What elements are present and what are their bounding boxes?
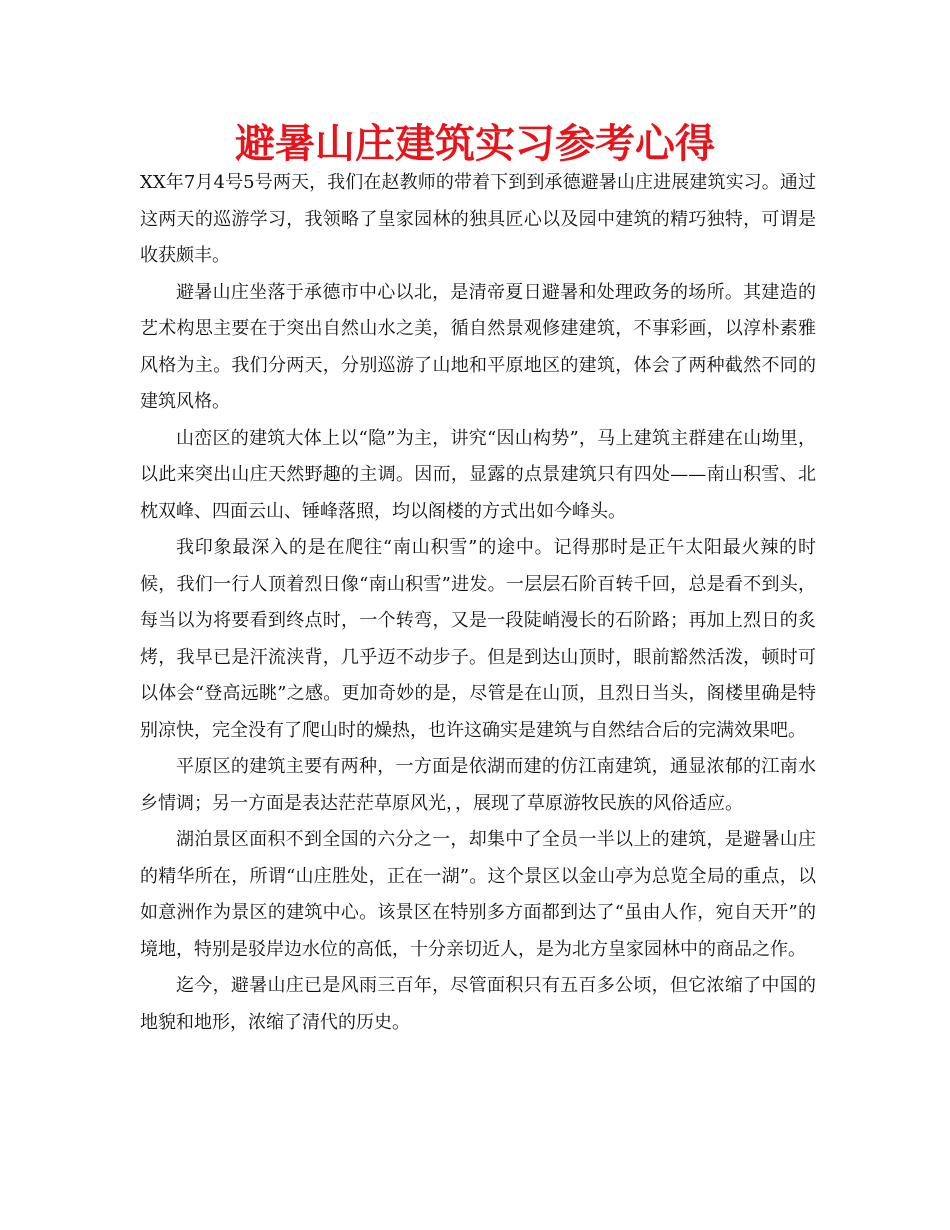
paragraph-5: 平原区的建筑主要有两种，一方面是依湖而建的仿江南建筑，通显浓郁的江南水乡情调；另一方面是表达茫茫草原风光，，展现了草原游牧民族的风俗适应。 [140,756,816,814]
page-title: 避暑山庄建筑实习参考心得 [235,121,715,167]
paragraph-3: 山峦区的建筑大体上以“隐”为主，讲究“因山构势”，马上建筑主群建在山坳里，以此来突出山庄天然野趣的主调。因而，显露的点景建筑只有四处——南山积雪、北枕双峰、四面云山、锤峰落照，均以阁楼的方式出如今峰头。 [140,427,816,522]
paragraph-4: 我印象最深入的是在爬往“南山积雪”的途中。记得那时是正午太阳最火辣的时候，我们一行人顶着烈日像“南山积雪”进发。一层层石阶百转千回，总是看不到头，每当以为将要看到终点时，一个转弯，又是一段陡峭漫长的石阶路；再加上烈日的炙烤，我早已是汗流浃背，几乎迈不动步子。但是到达山顶时，眼前豁然活泼，顿时可以体会“登高远眺”之感。更加奇妙的是，尽管是在山顶，且烈日当头，阁楼里确是特别凉快，完全没有了爬山时的燥热，也许这确实是建筑与自然结合后的完满效果吧。 [140,537,816,741]
paragraph-6: 湖泊景区面积不到全国的六分之一，却集中了全员一半以上的建筑，是避暑山庄的精华所在，所谓“山庄胜处，正在一湖”。这个景区以金山亭为总览全局的重点，以如意洲作为景区的建筑中心。该景区在特别多方面都到达了“虽由人作，宛自天开”的境地，特别是驳岸边水位的高低，十分亲切近人，是为北方皇家园林中的商品之作。 [140,829,816,960]
paragraph-7: 迄今，避暑山庄已是风雨三百年，尽管面积只有五百多公顷，但它浓缩了中国的地貌和地形，浓缩了清代的历史。 [140,975,816,1033]
paragraph-1: XX年7月4号5号两天，我们在赵教师的带着下到到承德避暑山庄进展建筑实习。通过这两天的巡游学习，我领略了皇家园林的独具匠心以及园中建筑的精巧独特，可谓是收获颇丰。 [140,172,816,266]
article-body [140,165,816,1041]
paragraph-2: 避暑山庄坐落于承德市中心以北，是清帝夏日避暑和处理政务的场所。其建造的艺术构思主要在于突出自然山水之美，循自然景观修建建筑，不事彩画，以淳朴素雅风格为主。我们分两天，分别巡游了山地和平原地区的建筑，体会了两种截然不同的建筑风格。 [140,281,816,412]
